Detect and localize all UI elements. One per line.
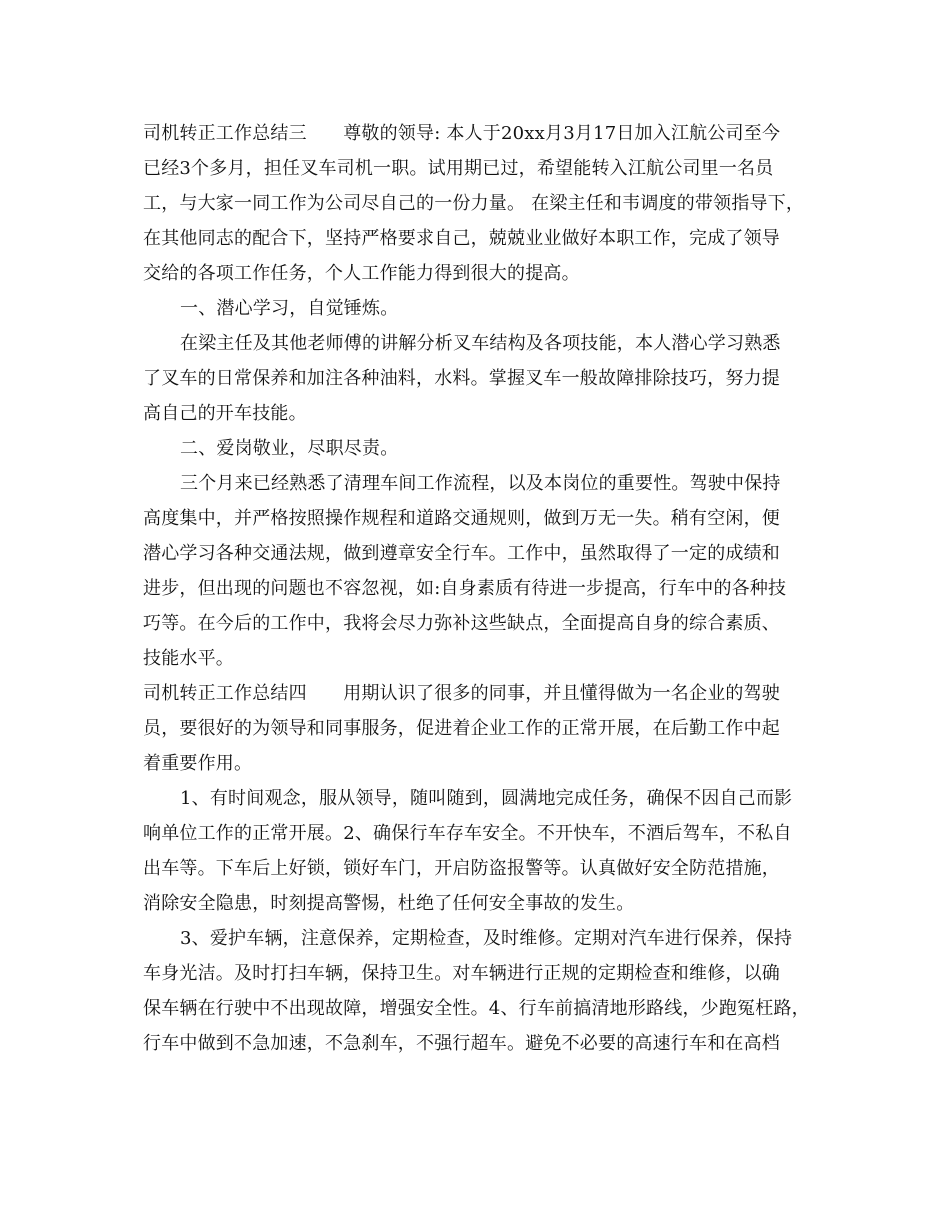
text-line: 着重要作用。 — [143, 753, 253, 774]
text-line: 响单位工作的正常开展。2、确保行车存车安全。不开快车，不酒后驾车，不私自 — [143, 823, 792, 844]
text-line: 进步，但出现的问题也不容忽视，如:自身素质有待进一步提高，行车中的各种技 — [143, 578, 787, 599]
text-line: 在梁主任及其他老师傅的讲解分析叉车结构及各项技能，本人潜心学习熟悉 — [180, 333, 781, 354]
text-line: 已经3个多月，担任叉车司机一职。试用期已过，希望能转入江航公司里一名员 — [143, 158, 774, 179]
text-line: 了叉车的日常保养和加注各种油料，水料。掌握叉车一般故障排除技巧，努力提 — [143, 368, 780, 389]
text-line: 交给的各项工作任务，个人工作能力得到很大的提高。 — [143, 263, 580, 284]
text-line: 行车中做到不急加速，不急刹车，不强行超车。避免不必要的高速行车和在高档 — [143, 1033, 780, 1054]
text-line: 消除安全隐患，时刻提高警惕，杜绝了任何安全事故的发生。 — [143, 893, 635, 914]
text-line: 技能水平。 — [143, 648, 234, 669]
text-line: 司机转正工作总结四 用期认识了很多的同事，并且懂得做为一名企业的驾驶 — [143, 683, 780, 704]
text-line: 员，要很好的为领导和同事服务，促进着企业工作的正常开展，在后勤工作中起 — [143, 718, 780, 739]
document-body — [143, 116, 813, 1061]
text-line: 车身光洁。及时打扫车辆，保持卫生。对车辆进行正规的定期检查和维修，以确 — [143, 963, 780, 984]
section-heading: 一、潜心学习，自觉锤炼。 — [180, 298, 399, 319]
text-line: 工，与大家一同工作为公司尽自己的一份力量。 在梁主任和韦调度的带领指导下， — [143, 193, 805, 214]
text-line: 高度集中，并严格按照操作规程和道路交通规则，做到万无一失。稍有空闲，便 — [143, 508, 780, 529]
text-line: 在其他同志的配合下，坚持严格要求自己，兢兢业业做好本职工作，完成了领导 — [143, 228, 780, 249]
text-line: 潜心学习各种交通法规，做到遵章安全行车。工作中，虽然取得了一定的成绩和 — [143, 543, 780, 564]
text-line: 高自己的开车技能。 — [143, 403, 307, 424]
section-heading: 二、爱岗敬业，尽职尽责。 — [180, 438, 399, 459]
text-line: 出车等。下车后上好锁，锁好车门，开启防盗报警等。认真做好安全防范措施， — [143, 858, 780, 879]
text-line: 保车辆在行驶中不出现故障，增强安全性。4、行车前搞清地形路线，少跑冤枉路， — [143, 998, 810, 1019]
text-line: 三个月来已经熟悉了清理车间工作流程，以及本岗位的重要性。驾驶中保持 — [180, 473, 781, 494]
text-line: 1、有时间观念，服从领导，随叫随到，圆满地完成任务，确保不因自己而影 — [180, 788, 793, 809]
text-line: 3、爱护车辆，注意保养，定期检查，及时维修。定期对汽车进行保养，保持 — [180, 928, 793, 949]
text-line: 司机转正工作总结三 尊敬的领导: 本人于20xx月3月17日加入江航公司至今 — [143, 123, 781, 144]
text-line: 巧等。在今后的工作中，我将会尽力弥补这些缺点，全面提高自身的综合素质、 — [143, 613, 780, 634]
